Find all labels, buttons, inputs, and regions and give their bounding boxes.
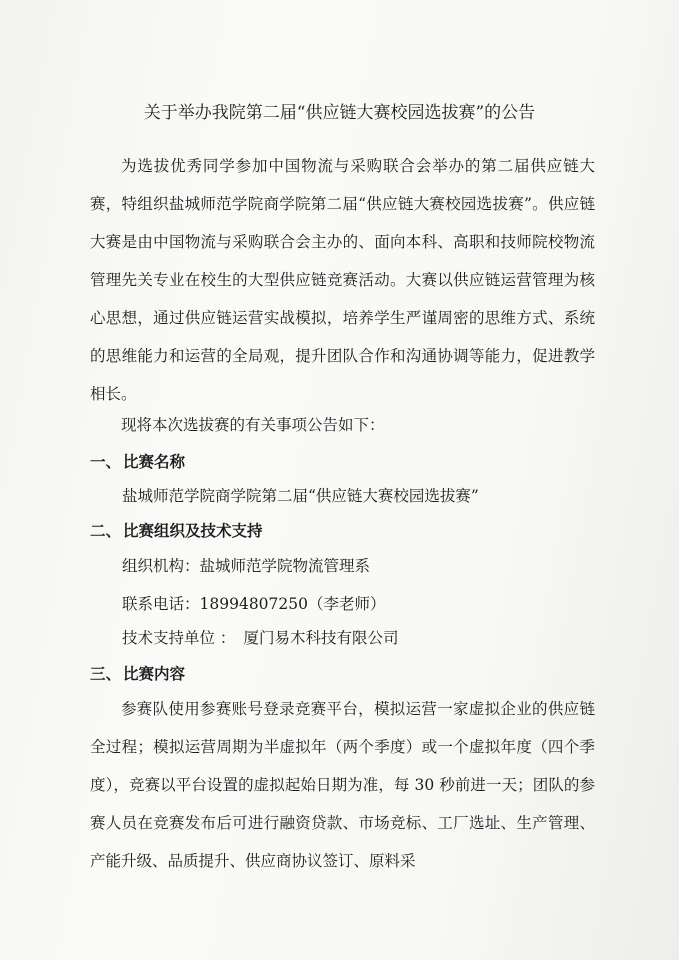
- organizer-label: 组织机构：: [122, 557, 200, 575]
- tech-support-label: 技术支持单位 ：: [122, 629, 236, 647]
- phone-label: 联系电话：: [122, 595, 200, 613]
- section-number: 一、: [90, 452, 122, 471]
- phone-value: 18994807250（李老师）: [199, 595, 386, 613]
- section-number: 三、: [90, 664, 122, 683]
- section-heading-text: 比赛名称: [123, 452, 186, 471]
- document-title: 关于举办我院第二届“供应链大赛校园选拔赛”的公告: [143, 103, 536, 123]
- section-heading-competition-name: [90, 450, 185, 474]
- intro-paragraph: 为选拔优秀同学参加中国物流与采购联合会举办的第二届供应链大赛，特组织盐城师范学院商学院第二届“供应链大赛校园选拔赛”。供应链大赛是由中国物流与采购联合会主办的、面向本科、高职和技师院校物流管理先关专业在校生的大型供应链竞赛活动。大赛以供应链运营管理为核心思想，通过供应链运营实战模拟，培养学生严谨周密的思维方式、系统的思维能力和运营的全局观，提升团队合作和沟通协调等能力，促进教学相长。: [90, 157, 595, 403]
- tech-support-line: [122, 626, 398, 650]
- section-heading-text: 比赛内容: [123, 664, 186, 683]
- section-heading-content: [90, 662, 185, 686]
- section-heading-organization: [90, 519, 263, 543]
- competition-content-paragraph: 参赛队使用参赛账号登录竞赛平台，模拟运营一家虚拟企业的供应链全过程；模拟运营周期为半虚拟年（两个季度）或一个虚拟年度（四个季度），竞赛以平台设置的虚拟起始日期为准，每 30 秒前进一天；团队的参赛人员在竞赛发布后可进行融资贷款、市场竞标、工厂选址、生产管理、产能升级、品质提升、供应商协议签订、原料采: [90, 700, 595, 870]
- section-heading-text: 比赛组织及技术支持: [123, 521, 263, 540]
- tech-support-value: 厦门易木科技有限公司: [243, 629, 399, 647]
- organizer-line: [122, 554, 370, 578]
- organizer-value: 盐城师范学院物流管理系: [199, 557, 371, 575]
- notice-line: 现将本次选拔赛的有关事项公告如下：: [121, 416, 385, 434]
- section-number: 二、: [90, 521, 122, 540]
- phone-line: [122, 592, 386, 616]
- competition-name-text: 盐城师范学院商学院第二届“供应链大赛校园选拔赛”: [122, 487, 479, 505]
